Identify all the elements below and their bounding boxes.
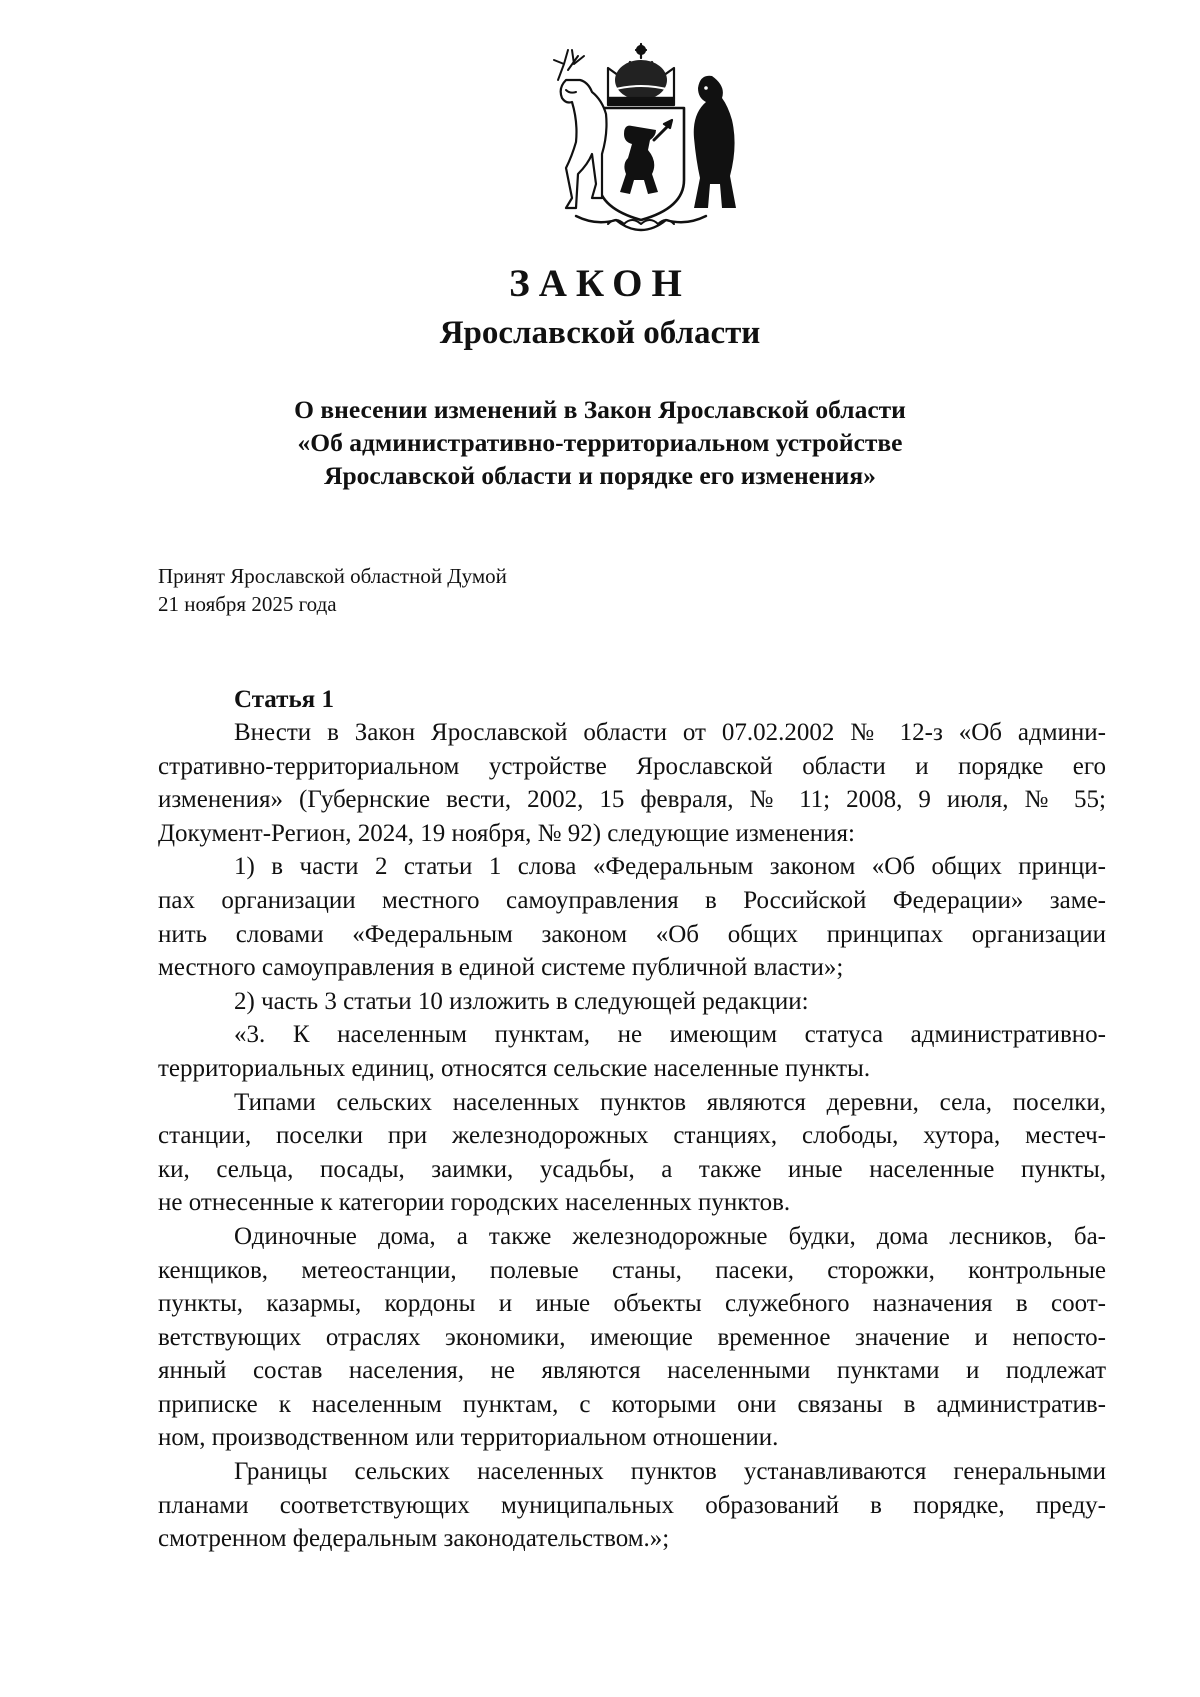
law-heading-line: «Об административно-территориальном устройстве (297, 428, 903, 457)
text-line: станции, поселки при железнодорожных станциях, слободы, хутора, местеч- (158, 1122, 1106, 1150)
text-line: 1) в части 2 статьи 1 слова «Федеральным законом «Об общих принци- (234, 853, 1106, 881)
text-line: изменения» (Губернские вести, 2002, 15 февраля, № 11; 2008, 9 июля, № 55; (158, 786, 1106, 814)
text-line: смотренном федеральным законодательством.»; (158, 1525, 670, 1553)
text-line: кенщиков, метеостанции, полевые станы, пасеки, сторожки, контрольные (158, 1256, 1106, 1284)
document-title: ЗАКОН (509, 262, 691, 305)
text-line: ки, сельца, посады, заимки, усадьбы, а также иные населенные пункты, (158, 1155, 1106, 1183)
text-line: пункты, казармы, кордоны и иные объекты служебного назначения в соот- (158, 1290, 1106, 1318)
text-line: янный состав населения, не являются населенными пунктами и подлежат (158, 1357, 1106, 1385)
text-line: пах организации местного самоуправления в Российской Федерации» заме- (158, 886, 1106, 914)
text-line: приписке к населенным пунктам, с которыми они связаны в административ- (158, 1390, 1106, 1418)
text-line: территориальных единиц, относятся сельские населенные пункты. (158, 1054, 871, 1082)
text-line: не отнесенные к категории городских населенных пунктов. (158, 1189, 791, 1217)
text-line: ветствующих отраслях экономики, имеющие временное значение и непосто- (158, 1323, 1106, 1351)
text-line: местного самоуправления в единой системе публичной власти»; (158, 954, 844, 982)
text-line: «3. К населенным пунктам, не имеющим статуса административно- (234, 1021, 1106, 1049)
text-line: нить словами «Федеральным законом «Об общих принципах организации (158, 920, 1106, 948)
article-body (158, 716, 1106, 1556)
article-title: Статья 1 (234, 686, 334, 713)
coat-of-arms-emblem (536, 40, 746, 235)
text-line: стративно-территориальном устройстве Ярославской области и порядке его (158, 752, 1106, 780)
text-line: Границы сельских населенных пунктов устанавливаются генеральными (234, 1458, 1106, 1486)
text-line: Документ-Регион, 2024, 19 ноября, № 92) следующие изменения: (158, 819, 855, 847)
adoption-line: Принят Ярославской областной Думой (158, 564, 507, 588)
text-line: 2) часть 3 статьи 10 изложить в следующей редакции: (234, 987, 809, 1015)
text-line: Одиночные дома, а также железнодорожные будки, дома лесников, ба- (234, 1222, 1106, 1250)
law-heading-line: О внесении изменений в Закон Ярославской области (294, 395, 906, 424)
adoption-note (158, 562, 507, 618)
text-line: планами соответствующих муниципальных образований в порядке, преду- (158, 1491, 1106, 1519)
adoption-date: 21 ноября 2025 года (158, 592, 337, 616)
text-line: ном, производственном или территориальном отношении. (158, 1424, 779, 1452)
text-line: Внести в Закон Ярославской области от 07.02.2002 № 12-з «Об админи- (234, 719, 1106, 746)
law-heading-line: Ярославской области и порядке его изменения» (324, 461, 876, 490)
law-heading (0, 393, 1200, 492)
text-line: Типами сельских населенных пунктов являются деревни, села, поселки, (234, 1088, 1106, 1116)
document-subtitle: Ярославской области (439, 315, 761, 351)
